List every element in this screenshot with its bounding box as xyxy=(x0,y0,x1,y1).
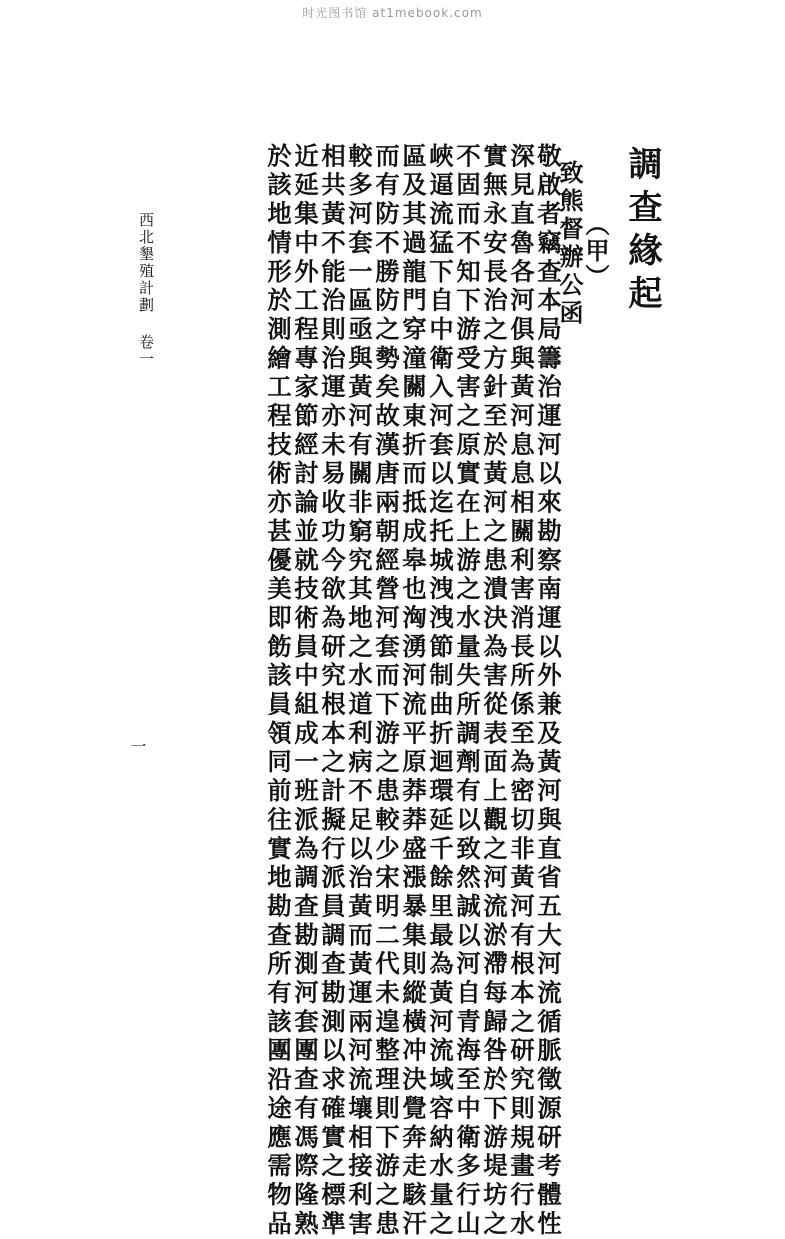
page-title: 調查緣起 xyxy=(622,146,662,318)
body-line: 不固而不知下游受害之原實在上游之水量失所調劑有以致然誠以河自青海至中衛多行山 xyxy=(452,143,481,1239)
body-line: 而有防不勝防之勢矣故漢唐兩朝經營河套而下游之患較少宋明二代未遑整理則下游之患 xyxy=(371,143,400,1239)
letter-heading: 致熊督辦公函 xyxy=(555,160,584,328)
body-line: 實無永安長治之方針至於黃河之患潰決為害從表面上觀之河流淤滯每歸咎於下游堤坊之 xyxy=(479,143,508,1239)
watermark-text: 时光图书馆 at1mebook.com xyxy=(302,6,483,20)
section-marker: （甲） xyxy=(581,212,610,290)
body-line: 較多河套一區亟與黃河有關非窮究其地之水道利病不足以治黃而黃運兩河流壤相接利害 xyxy=(344,143,373,1239)
body-line: 敬啟者竊查本局籌治運河以來勘察南運以外兼及黃河與直省五大河流循脈徵源研考體性 xyxy=(533,143,562,1239)
page-number: 一 xyxy=(128,738,147,754)
body-line: 近延集中外工程專家節經討論並就技術員中組成一班派為調查勘測河套團查有馮際隆熟 xyxy=(290,143,319,1239)
body-line: 深見直魯各河俱與黃河息息相關利害消長所係至為密切非黃河有根本之研究則規畫行水 xyxy=(506,143,535,1239)
body-line: 區及其過龍門穿潼關東折而抵成皋也洶湧河流平原莽莽盛漲暴集則縱橫冲決覺奔走駭汗 xyxy=(398,143,427,1239)
body-line: 相共黃不能治則治運亦未易收功今欲為研究根本之計擬行派員調查勘測以求確實之標準 xyxy=(317,143,346,1239)
book-title-footer: 西北墾殖計劃 卷一 xyxy=(137,212,155,368)
body-line: 峽逼流猛下自中衛入河套以迄托城洩洩節制曲折迴環延千餘里最為黃河流域容納水量之 xyxy=(425,143,454,1239)
body-line: 於該地情形於測繪工程技術亦甚優美即飭該員領同前往實地勘查所有該團沿途應需物品 xyxy=(263,143,292,1239)
